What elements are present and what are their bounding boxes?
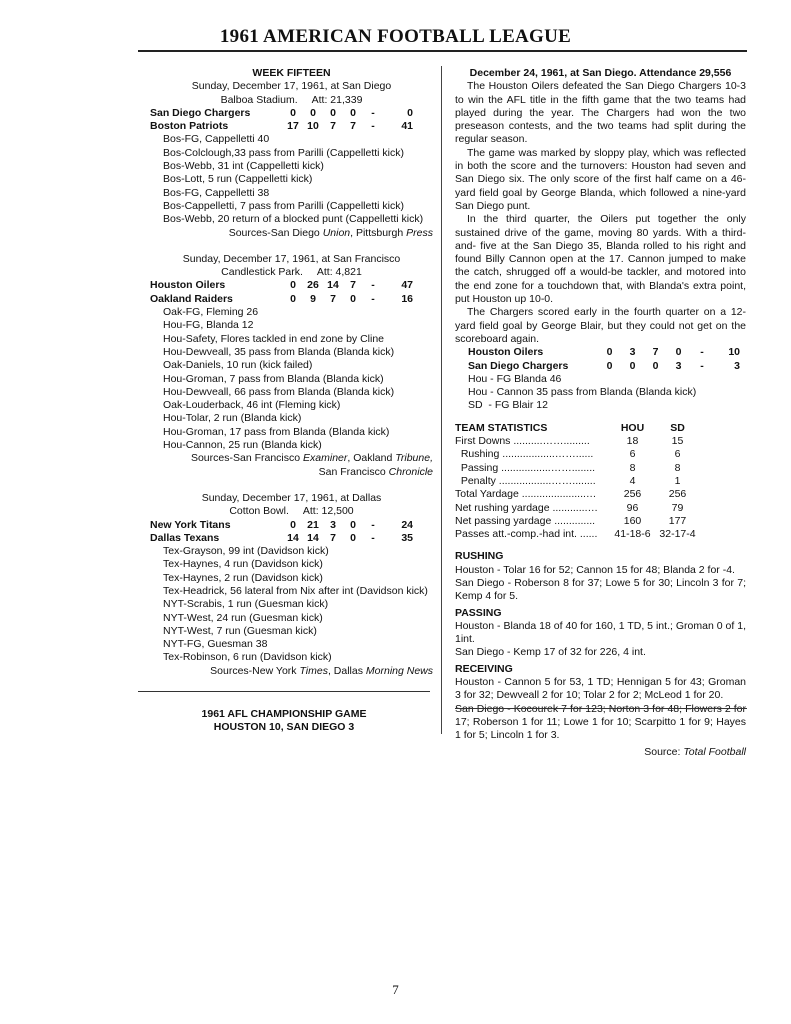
scoring-play: Hou - FG Blanda 46 — [468, 372, 562, 385]
stat-sd: 177 — [668, 514, 687, 527]
score-dash: - — [371, 531, 375, 544]
title-rule — [138, 50, 747, 52]
stats-row — [455, 475, 746, 488]
receiving-line: San Diego - Kocourek 7 for 123; Norton 3 for 48; Flowers 2 for 17; Roberson 1 for 11; Lowe 1 for 10; Scarpitto 1 for 9; Hayes 1 for 5; Lincoln 1 for 3. — [455, 702, 746, 742]
game-date: Sunday, December 17, 1961, at Dallas — [201, 491, 382, 504]
game-summary-paragraph: The Houston Oilers defeated the San Diego Chargers 10-3 to win the AFL title in the fifth game that the two teams had played during the year. The Chargers had won the two preseason contests, and the two teams had split during the regular season. — [455, 80, 746, 146]
passing-line: Houston - Blanda 18 of 40 for 160, 1 TD, 5 int.; Groman 0 of 1, 1int. — [455, 619, 746, 646]
team-score-row — [455, 360, 746, 373]
rushing-line: Houston - Tolar 16 for 52; Cannon 15 for 48; Blanda 2 for -4. — [455, 563, 735, 576]
stat-hou: 96 — [626, 501, 639, 514]
score-dash: - — [371, 292, 375, 305]
left-column — [150, 67, 433, 678]
scoring-play: Tex-Haynes, 4 run (Davidson kick) — [163, 558, 323, 571]
quarter-score: 0 — [330, 106, 336, 119]
final-score: 10 — [728, 346, 740, 359]
quarter-score: 0 — [652, 359, 659, 372]
quarter-score: 14 — [327, 279, 339, 292]
stats-row — [455, 435, 746, 448]
stat-sd: 256 — [668, 488, 687, 501]
game-venue: Balboa Stadium. Att: 21,339 — [220, 93, 363, 106]
right-column — [455, 67, 746, 759]
score-dash: - — [700, 359, 704, 372]
stat-label: First Downs ..........……......... — [455, 435, 590, 448]
stat-label: Total Yardage ......................… — [455, 488, 597, 501]
final-score: 41 — [401, 120, 413, 133]
scoring-play: Bos-Webb, 31 int (Cappelletti kick) — [163, 160, 324, 173]
scoring-play: Hou-Groman, 7 pass from Blanda (Blanda kick) — [163, 372, 384, 385]
quarter-score: 0 — [350, 292, 356, 305]
source-text: , Dallas — [327, 664, 366, 677]
scoring-play: Oak-Louderback, 46 int (Fleming kick) — [163, 399, 341, 412]
stat-sd: 1 — [674, 474, 681, 487]
page-title: 1961 AMERICAN FOOTBALL LEAGUE — [219, 26, 572, 47]
final-score: 0 — [407, 106, 413, 119]
scoring-play: NYT-Scrabis, 1 run (Guesman kick) — [163, 598, 329, 611]
scoring-play: Tex-Haynes, 2 run (Davidson kick) — [163, 571, 323, 584]
final-score: 16 — [401, 292, 413, 305]
stat-label: Net passing yardage .............. — [455, 514, 596, 527]
team-score-row — [150, 279, 433, 292]
team-name: San Diego Chargers — [150, 106, 251, 119]
stat-label: Penalty ..................……........ — [455, 474, 596, 487]
source-publication: Times — [299, 664, 328, 677]
game-block — [150, 80, 433, 240]
scoring-play: Hou-Dewveall, 35 pass from Blanda (Blanda kick) — [163, 345, 395, 358]
source-line — [150, 466, 433, 479]
source-text: Sources-San Diego — [228, 226, 323, 239]
quarter-score: 3 — [330, 518, 336, 531]
team-score-row — [150, 293, 433, 306]
team-score-row — [455, 346, 746, 359]
scoring-play: Hou-Tolar, 2 run (Blanda kick) — [163, 412, 302, 425]
scoring-play: NYT-FG, Guesman 38 — [163, 638, 268, 651]
stats-row — [455, 528, 746, 541]
team-name: Oakland Raiders — [150, 292, 233, 305]
rushing-line: San Diego - Roberson 8 for 37; Lowe 5 for 30; Lincoln 3 for 7; Kemp 4 for 5. — [455, 576, 746, 603]
stats-header: TEAM STATISTICS — [455, 421, 548, 434]
stat-hou: 18 — [626, 435, 639, 448]
stat-hou: 8 — [629, 461, 636, 474]
stats-row — [455, 502, 746, 515]
stat-hou: 6 — [629, 448, 636, 461]
team-name: Dallas Texans — [150, 531, 220, 544]
quarter-score: 17 — [287, 120, 299, 133]
right-section-rule — [455, 708, 747, 709]
source-publication: Morning News — [365, 664, 433, 677]
quarter-score: 9 — [310, 292, 316, 305]
score-dash: - — [700, 346, 704, 359]
stats-col-hou: HOU — [620, 421, 645, 434]
quarter-score: 14 — [307, 531, 319, 544]
score-dash: - — [371, 518, 375, 531]
stat-sd: 8 — [674, 461, 681, 474]
stat-hou: 41-18-6 — [614, 528, 651, 541]
game-block — [150, 253, 433, 479]
source-text: Sources-San Francisco — [190, 452, 304, 465]
stat-sd: 79 — [671, 501, 684, 514]
championship-title: 1961 AFL CHAMPIONSHIP GAME — [201, 708, 367, 720]
stat-sd: 6 — [674, 448, 681, 461]
team-name: New York Titans — [150, 518, 231, 531]
source-publication: Total Football — [683, 745, 746, 758]
stat-hou: 4 — [629, 474, 636, 487]
quarter-score: 0 — [290, 518, 296, 531]
quarter-score: 0 — [350, 518, 356, 531]
quarter-score: 10 — [307, 120, 319, 133]
team-statistics — [455, 422, 746, 542]
quarter-score: 0 — [350, 531, 356, 544]
stats-row — [455, 448, 746, 461]
column-divider — [441, 66, 442, 734]
source-text: Source: — [644, 745, 684, 758]
team-score-row — [150, 120, 433, 133]
scoring-play: Bos-Cappelletti, 7 pass from Parilli (Cappelletti kick) — [163, 199, 405, 212]
quarter-score: 0 — [290, 106, 296, 119]
quarter-score: 0 — [290, 279, 296, 292]
stat-label: Rushing ..................……...... — [455, 448, 594, 461]
scoring-play: Bos-Webb, 20 return of a blocked punt (Cappelletti kick) — [163, 213, 424, 226]
source-text: , Pittsburgh — [350, 226, 407, 239]
source-publication: Examiner — [303, 452, 348, 465]
quarter-score: 0 — [629, 359, 636, 372]
source-line — [150, 665, 433, 678]
passing-header: PASSING — [455, 606, 502, 619]
stat-label: Passes att.-comp.-had int. ...... — [455, 528, 598, 541]
game-summary-paragraph: The game was marked by sloppy play, which was reflected in both the score and the turnovers: Houston had seven and San Diego six. The only score of the first half came on a 46-yard field goal by George Blanda, which followed a nine-yard San Diego punt. — [455, 146, 746, 212]
game-summary-paragraph: The Chargers scored early in the fourth quarter on a 12-yard field goal by George Blair, but they could not get on the scoreboard again. — [455, 306, 746, 345]
source-text: Sources-New York — [210, 664, 300, 677]
scoring-play: Tex-Grayson, 99 int (Davidson kick) — [163, 545, 329, 558]
quarter-score: 21 — [307, 518, 319, 531]
scoring-play: Hou-Cannon, 25 run (Blanda kick) — [163, 439, 322, 452]
stats-header-row — [455, 422, 746, 435]
quarter-score: 0 — [310, 106, 316, 119]
team-name: Houston Oilers — [468, 346, 544, 359]
quarter-score: 7 — [350, 279, 356, 292]
scoring-play: Bos-FG, Cappelletti 38 — [163, 186, 270, 199]
game-venue: Cotton Bowl. Att: 12,500 — [229, 505, 354, 518]
scoring-play: Hou-FG, Blanda 12 — [163, 319, 254, 332]
game-date: Sunday, December 17, 1961, at San Diego — [191, 80, 392, 93]
team-name: Boston Patriots — [150, 120, 229, 133]
source-text: San Francisco — [318, 465, 389, 478]
score-dash: - — [371, 106, 375, 119]
stat-hou: 256 — [623, 488, 642, 501]
week-header: WEEK FIFTEEN — [252, 67, 331, 79]
team-score-row — [150, 107, 433, 120]
scoring-play: SD - FG Blair 12 — [468, 399, 548, 412]
source-line — [150, 227, 433, 240]
quarter-score: 7 — [652, 346, 659, 359]
scoring-play: Bos-Colclough,33 pass from Parilli (Cappelletti kick) — [163, 146, 405, 159]
passing-line: San Diego - Kemp 17 of 32 for 226, 4 int. — [455, 646, 646, 659]
scoring-play: Tex-Robinson, 6 run (Davidson kick) — [163, 651, 332, 664]
game-date: Sunday, December 17, 1961, at San Francisco — [182, 252, 401, 265]
champ-game-header: December 24, 1961, at San Diego. Attendance 29,556 — [469, 67, 732, 79]
final-score: 3 — [734, 359, 740, 372]
left-section-rule — [138, 691, 430, 692]
quarter-score: 7 — [330, 292, 336, 305]
stat-label: Passing .................……........ — [455, 461, 596, 474]
championship-heading — [138, 708, 430, 734]
stat-hou: 160 — [623, 514, 642, 527]
team-score-row — [150, 519, 433, 532]
score-dash: - — [371, 279, 375, 292]
championship-result: HOUSTON 10, SAN DIEGO 3 — [213, 721, 355, 733]
quarter-score: 26 — [307, 279, 319, 292]
scoring-play: NYT-West, 24 run (Guesman kick) — [163, 611, 323, 624]
scoring-play: Oak-FG, Fleming 26 — [163, 306, 259, 319]
game-venue: Candlestick Park. Att: 4,821 — [221, 266, 362, 279]
receiving-line: Houston - Cannon 5 for 53, 1 TD; Hennigan 5 for 43; Groman 3 for 32; Dewveall 2 for 10; Tolar 2 for 2; McLeod 1 for 20. — [455, 676, 746, 702]
rushing-header: RUSHING — [455, 550, 504, 563]
stat-sd: 15 — [671, 435, 684, 448]
scoring-play: Bos-Lott, 5 run (Cappelletti kick) — [163, 173, 313, 186]
stats-row — [455, 462, 746, 475]
receiving-header: RECEIVING — [455, 662, 513, 675]
scoring-play: Bos-FG, Cappelletti 40 — [163, 133, 270, 146]
final-score: 24 — [401, 518, 413, 531]
source-publication: Press — [406, 226, 433, 239]
final-score: 35 — [401, 531, 413, 544]
quarter-score: 3 — [629, 346, 636, 359]
source-line — [455, 746, 746, 759]
source-text: , Oakland — [347, 452, 396, 465]
scoring-play: Hou-Groman, 17 pass from Blanda (Blanda kick) — [163, 425, 390, 438]
score-dash: - — [371, 120, 375, 133]
final-score: 47 — [401, 279, 413, 292]
page-number: 7 — [392, 982, 399, 997]
quarter-score: 7 — [330, 120, 336, 133]
quarter-score: 7 — [330, 531, 336, 544]
stats-row — [455, 488, 746, 501]
quarter-score: 0 — [606, 359, 613, 372]
stats-row — [455, 515, 746, 528]
quarter-score: 0 — [290, 292, 296, 305]
quarter-score: 7 — [350, 120, 356, 133]
game-summary-paragraph: In the third quarter, the Oilers put together the only sustained drive of the game, moving 80 yards. With a third-and- five at the San Diego 35, Blanda rolled to his right and found Billy Cannon open at the 17. Cannon jumped to make the catch, shrugged off a would-be tackler, and motored into the end zone for a touchdown that, with Blanda's extra point, put Houston up 10-0. — [455, 213, 746, 306]
source-publication: Tribune, — [395, 452, 433, 465]
scoring-play: Hou - Cannon 35 pass from Blanda (Blanda kick) — [468, 386, 697, 399]
game-block — [150, 492, 433, 678]
stat-label: Net rushing yardage ............… — [455, 501, 598, 514]
team-name: Houston Oilers — [150, 279, 226, 292]
scoring-play: Hou-Dewveall, 66 pass from Blanda (Blanda kick) — [163, 385, 395, 398]
quarter-score: 0 — [350, 106, 356, 119]
source-line — [150, 452, 433, 465]
quarter-score: 14 — [287, 531, 299, 544]
quarter-score: 0 — [675, 346, 682, 359]
source-publication: Union — [322, 226, 351, 239]
stat-sd: 32-17-4 — [659, 528, 696, 541]
team-score-row — [150, 532, 433, 545]
scoring-play: NYT-West, 7 run (Guesman kick) — [163, 624, 317, 637]
stats-col-sd: SD — [670, 421, 685, 434]
scoring-play: Tex-Headrick, 56 lateral from Nix after int (Davidson kick) — [163, 584, 428, 597]
quarter-score: 3 — [675, 359, 682, 372]
scoring-play: Hou-Safety, Flores tackled in end zone by Cline — [163, 332, 385, 345]
quarter-score: 0 — [606, 346, 613, 359]
source-publication: Chronicle — [388, 465, 433, 478]
scoring-play: Oak-Daniels, 10 run (kick failed) — [163, 359, 313, 372]
team-name: San Diego Chargers — [468, 359, 569, 372]
